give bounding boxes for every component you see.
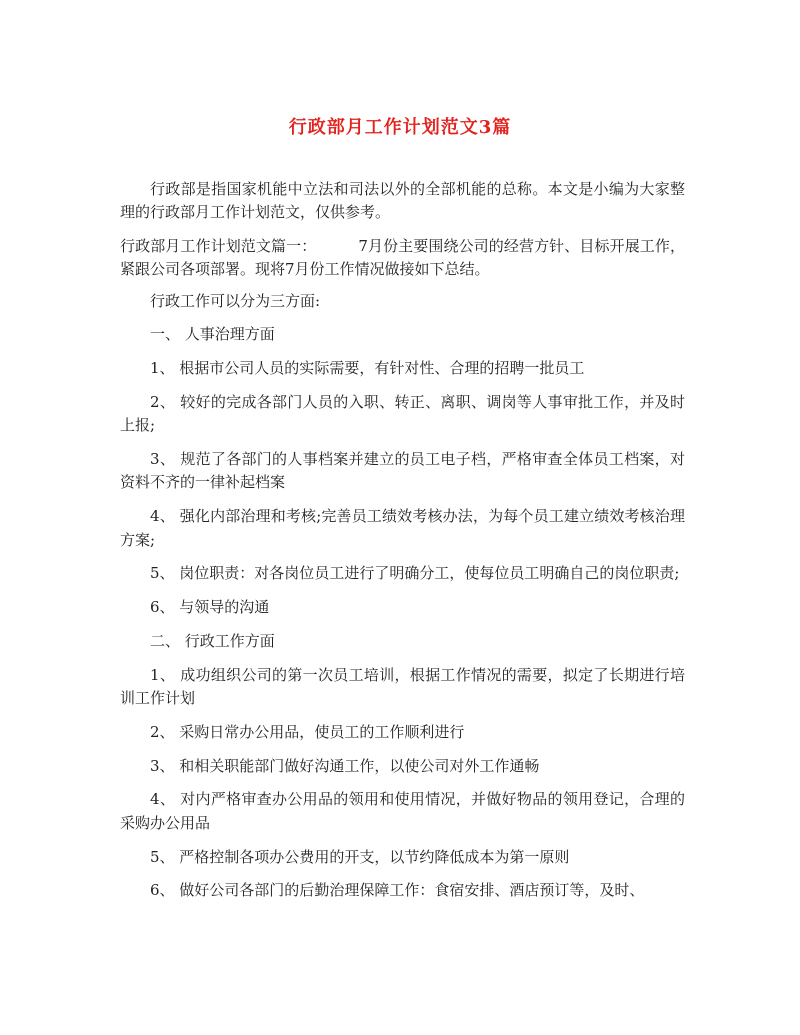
part2-heading: 二、 行政工作方面	[150, 631, 275, 650]
part1-item: 5、 岗位职责：对各岗位员工进行了明确分工，使每位员工明确自己的岗位职责;	[150, 564, 680, 583]
part2-item: 2、 采购日常办公用品，使员工的工作顺利进行	[150, 722, 465, 741]
part2-item: 5、 严格控制各项办公费用的开支，以节约降低成本为第一原则	[150, 847, 570, 866]
section-text: 7月份主要围绕公司的经营方针、目标开展工作，紧跟公司各项部署。现将7月份工作情况做接如下总结。	[120, 237, 685, 279]
part2-item: 1、 成功组织公司的第一次员工培训，根据工作情况的需要，拟定了长期进行培训工作计划	[120, 665, 685, 708]
part2-item: 4、 对内严格审查办公用品的领用和使用情况，并做好物品的领用登记，合理的采购办公用品	[120, 790, 685, 832]
part1-heading: 一、 人事治理方面	[150, 325, 275, 344]
part1-item: 3、 规范了各部门的人事档案并建立的员工电子档，严格审查全体员工档案，对资料不齐的一律补起档案	[120, 450, 685, 492]
part1-item: 4、 强化内部治理和考核;完善员工绩效考核办法，为每个员工建立绩效考核治理方案;	[120, 507, 685, 549]
document-title: 行政部月工作计划范文3篇	[288, 117, 512, 138]
section-label: 行政部月工作计划范文篇一：	[120, 237, 317, 256]
section-paragraph	[120, 235, 685, 282]
document-body	[120, 178, 685, 913]
part1-item: 1、 根据市公司人员的实际需要，有针对性、合理的招聘一批员工	[150, 359, 585, 378]
part2-item: 6、 做好公司各部门的后勤治理保障工作：食宿安排、酒店预订等，及时、	[150, 881, 645, 900]
overview-paragraph: 行政工作可以分为三方面:	[150, 291, 321, 310]
part2-item: 3、 和相关职能部门做好沟通工作，以使公司对外工作通畅	[150, 756, 540, 775]
intro-paragraph: 行政部是指国家机能中立法和司法以外的全部机能的总称。本文是小编为大家整理的行政部月工作计划范文，仅供参考。	[120, 180, 685, 222]
part1-item: 6、 与领导的沟通	[150, 598, 270, 617]
part1-item: 2、 较好的完成各部门人员的入职、转正、离职、调岗等人事审批工作，并及时上报;	[120, 393, 685, 435]
